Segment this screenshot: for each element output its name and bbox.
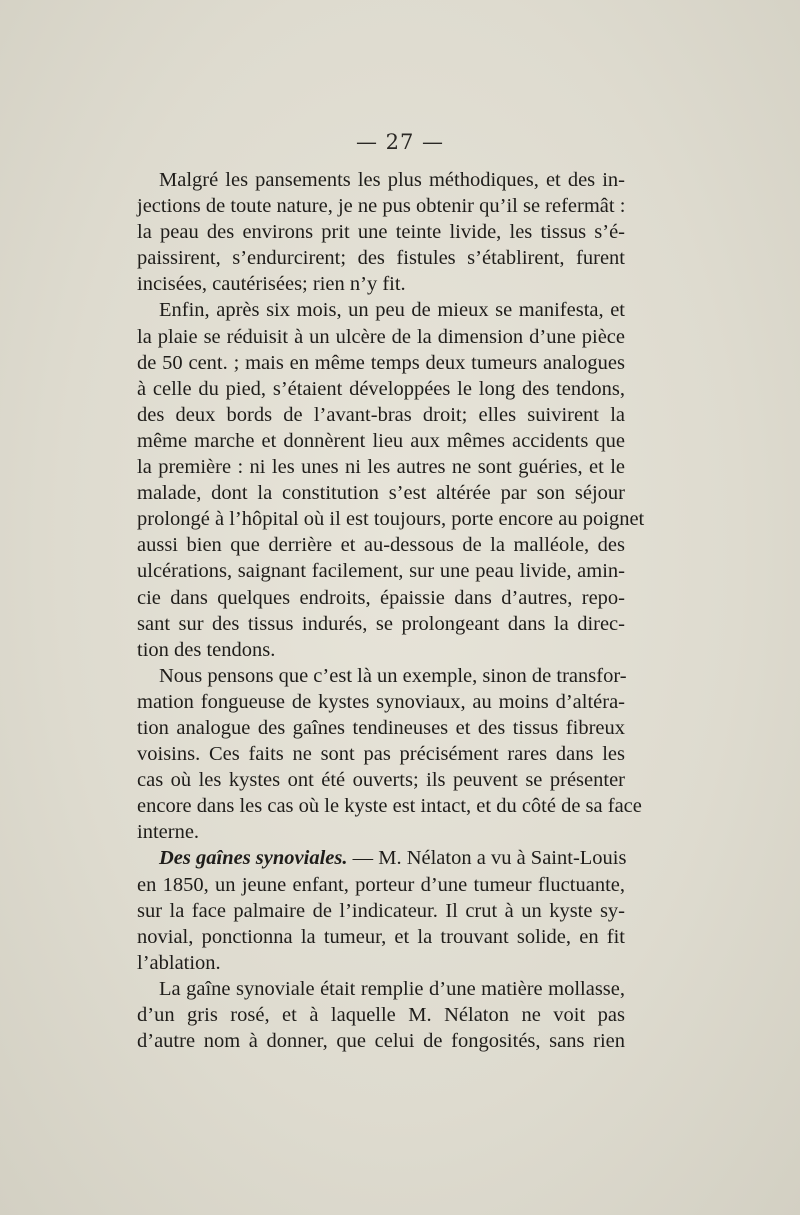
text-line: cas où les kystes ont été ouverts; ils peuvent se présenter bbox=[137, 769, 625, 792]
text-line: aussi bien que derrière et au-dessous de la malléole, des bbox=[137, 534, 625, 557]
text-line: interne. bbox=[137, 821, 200, 844]
text-line: paissirent, s’endurcirent; des fistules s’établirent, furent bbox=[137, 247, 625, 270]
text-line: encore dans les cas où le kyste est intact, et du côté de sa face bbox=[137, 795, 642, 818]
text-line: sur la face palmaire de l’indicateur. Il crut à un kyste sy- bbox=[137, 899, 625, 922]
text-line: à celle du pied, s’étaient développées le long des tendons, bbox=[137, 377, 625, 400]
section-heading: Des gaînes synoviales. bbox=[159, 847, 348, 870]
text-line: Nous pensons que c’est là un exemple, sinon de transfor- bbox=[159, 664, 627, 687]
text-line: la première : ni les unes ni les autres ne sont guéries, et le bbox=[137, 456, 625, 479]
text-line: sant sur des tissus indurés, se prolongeant dans la direc- bbox=[137, 612, 625, 635]
text-line: prolongé à l’hôpital où il est toujours, porte encore au poignet bbox=[137, 508, 645, 531]
text-line: la peau des environs prit une teinte livide, les tissus s’é- bbox=[137, 221, 625, 244]
text-line: Enfin, après six mois, un peu de mieux se manifesta, et bbox=[159, 299, 625, 322]
text-line: ulcérations, saignant facilement, sur une peau livide, amin- bbox=[137, 560, 625, 583]
text-line: tion des tendons. bbox=[137, 638, 276, 661]
paragraph bbox=[137, 976, 625, 1054]
text-line: de 50 cent. ; mais en même temps deux tumeurs analogues bbox=[137, 351, 625, 374]
text-line: novial, ponctionna la tumeur, et la trouvant solide, en fit bbox=[137, 925, 625, 948]
body-text bbox=[137, 167, 645, 1054]
paragraph bbox=[137, 663, 642, 846]
text-line: en 1850, un jeune enfant, porteur d’une tumeur fluctuante, bbox=[137, 873, 625, 896]
text-line: même marche et donnèrent lieu aux mêmes accidents que bbox=[137, 429, 625, 452]
paragraph bbox=[137, 297, 645, 662]
text-line bbox=[137, 845, 625, 871]
text-line: mation fongueuse de kystes synoviaux, au moins d’altéra- bbox=[137, 690, 625, 713]
text-line: voisins. Ces faits ne sont pas précisément rares dans les bbox=[137, 743, 625, 766]
text-line: incisées, cautérisées; rien n’y fit. bbox=[137, 273, 406, 296]
text-line: d’un gris rosé, et à laquelle M. Nélaton ne voit pas bbox=[137, 1004, 625, 1026]
text-fragment: — M. Nélaton a vu à Saint-Louis bbox=[347, 847, 627, 870]
text-line: des deux bords de l’avant-bras droit; elles suivirent la bbox=[137, 403, 625, 426]
paragraph bbox=[137, 167, 625, 297]
text-line: La gaîne synoviale était remplie d’une matière mollasse, bbox=[159, 977, 625, 1000]
text-line: cie dans quelques endroits, épaissie dans d’autres, repo- bbox=[137, 586, 625, 609]
page-number: — 27 — bbox=[355, 130, 445, 154]
text-line: d’autre nom à donner, que celui de fongosités, sans rien bbox=[137, 1030, 625, 1053]
text-line: tion analogue des gaînes tendineuses et des tissus fibreux bbox=[137, 716, 625, 739]
text-line: jections de toute nature, je ne pus obtenir qu’il se refermât : bbox=[137, 195, 626, 218]
paragraph bbox=[137, 845, 625, 975]
text-line: malade, dont la constitution s’est altérée par son séjour bbox=[137, 482, 625, 505]
text-line: Malgré les pansements les plus méthodiques, et des in- bbox=[159, 169, 625, 191]
text-line: l’ablation. bbox=[137, 951, 221, 974]
text-line: la plaie se réduisit à un ulcère de la dimension d’une pièce bbox=[137, 325, 625, 348]
